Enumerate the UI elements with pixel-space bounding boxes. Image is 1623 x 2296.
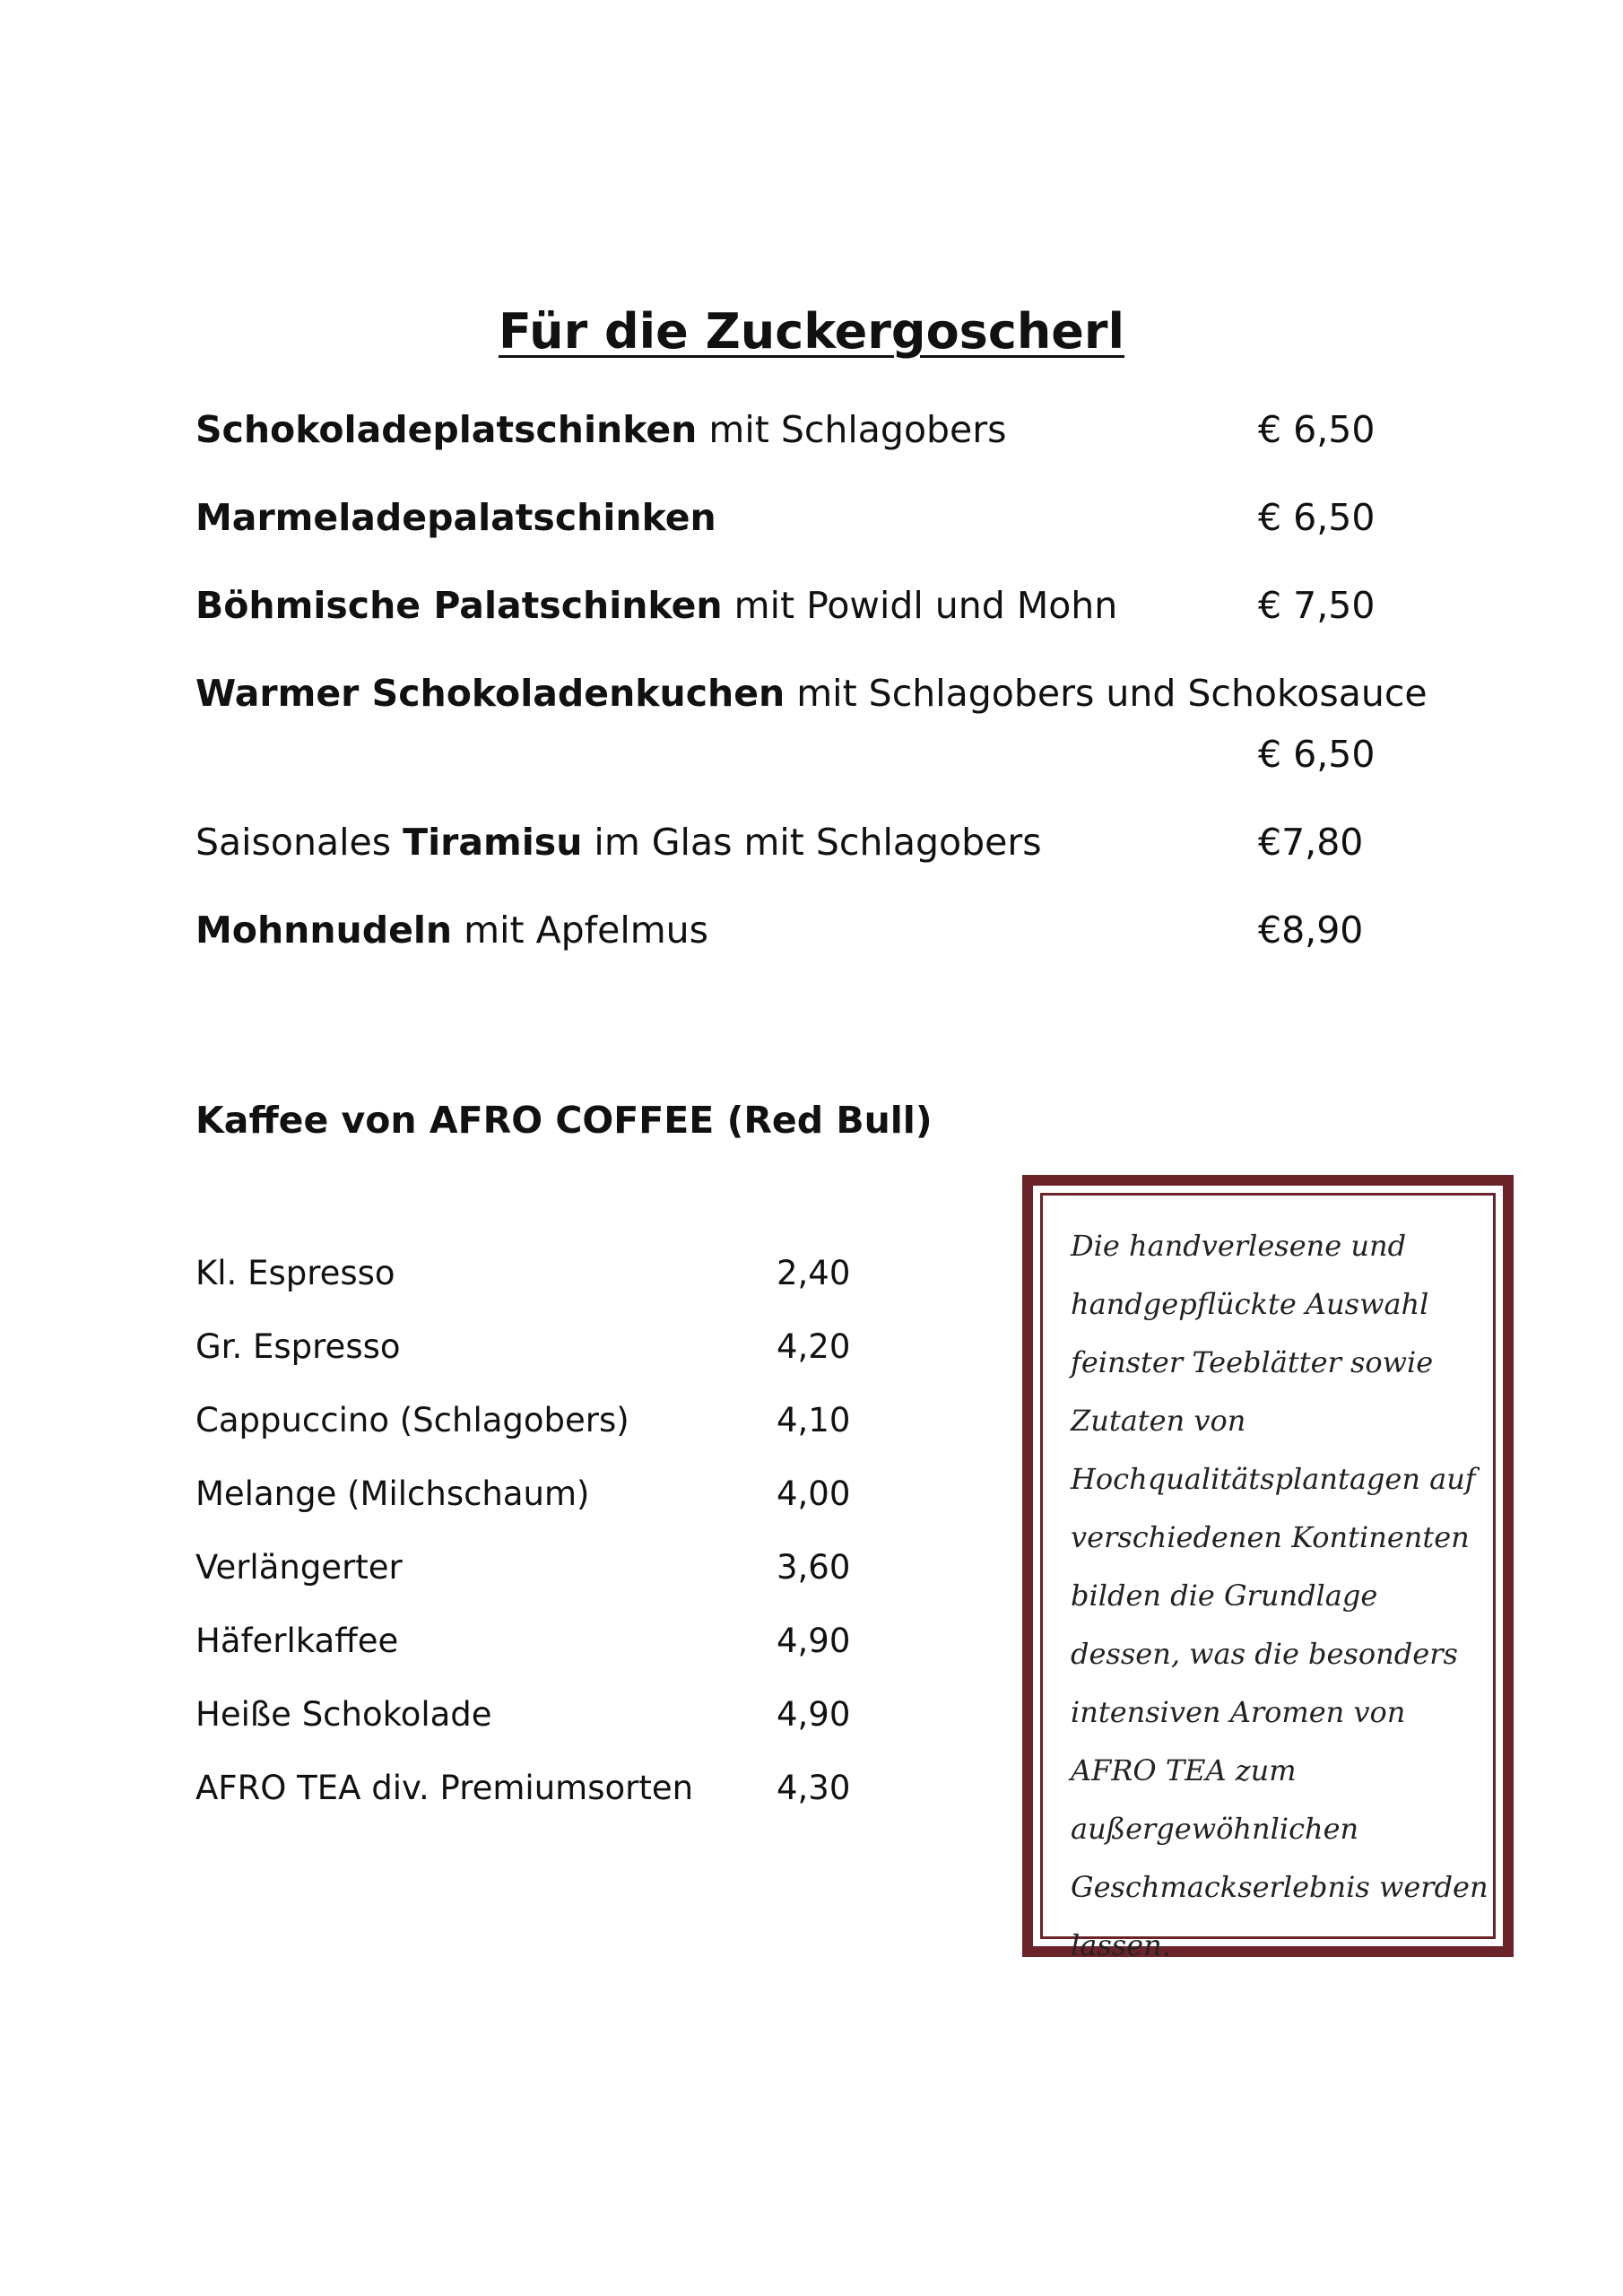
dessert-price: € 7,50 xyxy=(1258,584,1376,627)
coffee-row xyxy=(195,1622,877,1695)
tea-info-box xyxy=(1022,1175,1514,1962)
coffee-name: Kl. Espresso xyxy=(195,1254,395,1292)
dessert-price: € 6,50 xyxy=(1258,733,1376,776)
coffee-list xyxy=(195,1254,877,1842)
coffee-price: 4,20 xyxy=(777,1327,851,1366)
page-title: Für die Zuckergoscherl xyxy=(498,303,1125,360)
coffee-row xyxy=(195,1254,877,1327)
dessert-name: Marmeladepalatschinken xyxy=(195,496,716,539)
coffee-name: Heiße Schokolade xyxy=(195,1695,492,1734)
coffee-price: 4,00 xyxy=(777,1474,851,1513)
dessert-name: Mohnnudeln mit Apfelmus xyxy=(195,909,709,952)
coffee-name: Gr. Espresso xyxy=(195,1327,401,1366)
dessert-item-marmeladepalatschinken xyxy=(195,496,1451,541)
dessert-item-mohnnudeln xyxy=(195,909,1451,953)
coffee-row xyxy=(195,1695,877,1769)
dessert-price: € 6,50 xyxy=(1258,408,1376,451)
dessert-price: €8,90 xyxy=(1258,909,1364,952)
dessert-price: € 6,50 xyxy=(1258,496,1376,539)
coffee-price: 4,90 xyxy=(777,1622,851,1660)
coffee-name: Verlängerter xyxy=(195,1548,403,1587)
coffee-row xyxy=(195,1401,877,1474)
dessert-item-tiramisu xyxy=(195,821,1451,865)
coffee-price: 2,40 xyxy=(777,1254,851,1292)
dessert-name: Böhmische Palatschinken mit Powidl und Mohn xyxy=(195,584,1118,627)
coffee-price: 4,90 xyxy=(777,1695,851,1734)
dessert-name: Schokoladeplatschinken mit Schlagobers xyxy=(195,408,1007,451)
dessert-name: Saisonales Tiramisu im Glas mit Schlagobers xyxy=(195,821,1042,864)
coffee-row xyxy=(195,1769,877,1842)
coffee-row xyxy=(195,1474,877,1548)
coffee-price: 3,60 xyxy=(777,1548,851,1587)
coffee-name: Cappuccino (Schlagobers) xyxy=(195,1401,629,1439)
dessert-item-schokoladeplatschinken xyxy=(195,408,1451,453)
coffee-price: 4,10 xyxy=(777,1401,851,1439)
coffee-row xyxy=(195,1548,877,1622)
dessert-list xyxy=(195,408,1451,996)
dessert-item-schokoladenkuchen xyxy=(195,672,1451,778)
coffee-name: Häferlkaffee xyxy=(195,1622,399,1660)
coffee-section-title: Kaffee von AFRO COFFEE (Red Bull) xyxy=(195,1099,933,1142)
coffee-price: 4,30 xyxy=(777,1769,851,1807)
dessert-name: Warmer Schokoladenkuchen mit Schlagobers und Schokosauce xyxy=(195,672,1428,715)
tea-info-text: Die handverlesene und handgepflückte Auswahl feinster Teeblätter sowie Zutaten von Hochqualitätsplantagen auf verschiedenen Kontinenten bilden die Grundlage dessen, was die besonders intensiven Aromen von AFRO TEA zum außergewöhnlichen Geschmackserlebnis werden lassen. xyxy=(1071,1229,1488,1962)
coffee-name: Melange (Milchschaum) xyxy=(195,1474,590,1513)
coffee-row xyxy=(195,1327,877,1401)
coffee-name: AFRO TEA div. Premiumsorten xyxy=(195,1769,694,1807)
dessert-price: €7,80 xyxy=(1258,821,1364,864)
dessert-item-boehmische-palatschinken xyxy=(195,584,1451,629)
